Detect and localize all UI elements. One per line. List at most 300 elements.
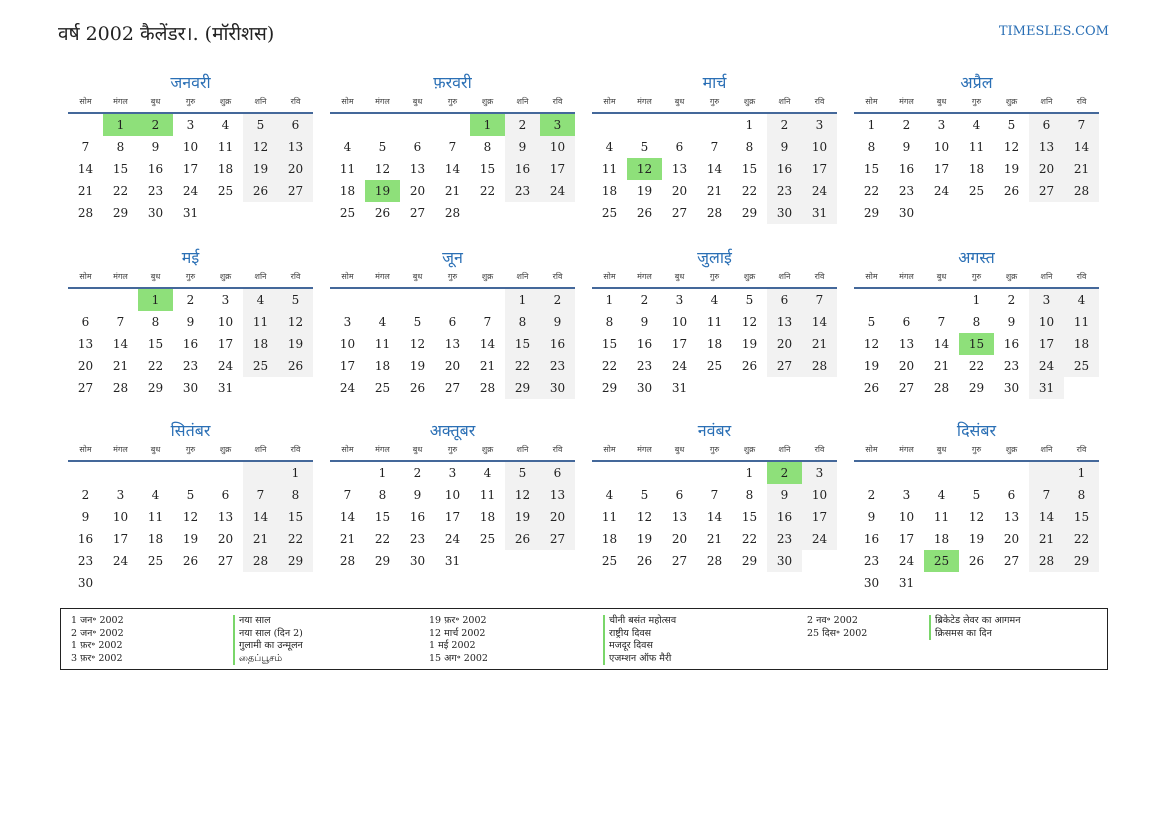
day-cell[interactable]: 19 <box>409 359 426 373</box>
day-cell[interactable]: 1 <box>505 289 540 311</box>
day-cell[interactable]: 25 <box>217 184 234 198</box>
day-cell[interactable]: 31 <box>802 202 837 224</box>
day-cell[interactable]: 15 <box>741 162 758 176</box>
day-cell[interactable]: 21 <box>444 184 461 198</box>
day-cell[interactable]: 11 <box>374 337 391 351</box>
day-cell[interactable]: 27 <box>278 180 313 202</box>
day-cell[interactable]: 1 <box>867 118 876 132</box>
day-cell[interactable]: 18 <box>243 333 278 355</box>
day-cell[interactable]: 14 <box>243 506 278 528</box>
day-cell[interactable]: 2 <box>413 466 422 480</box>
day-cell[interactable]: 30 <box>409 554 426 568</box>
day-cell[interactable]: 23 <box>77 554 94 568</box>
day-cell[interactable]: 27 <box>1029 180 1064 202</box>
day-cell[interactable]: 29 <box>741 206 758 220</box>
day-cell[interactable]: 24 <box>802 528 837 550</box>
day-cell[interactable]: 25 <box>147 554 164 568</box>
day-cell[interactable]: 3 <box>448 466 457 480</box>
day-cell[interactable]: 13 <box>77 337 94 351</box>
day-cell[interactable]: 17 <box>898 532 915 546</box>
day-cell[interactable]: 29 <box>601 381 618 395</box>
holiday-day-cell[interactable]: 25 <box>924 550 959 572</box>
day-cell[interactable]: 22 <box>601 359 618 373</box>
day-cell[interactable]: 7 <box>448 140 457 154</box>
day-cell[interactable]: 15 <box>278 506 313 528</box>
day-cell[interactable]: 24 <box>898 554 915 568</box>
day-cell[interactable]: 4 <box>483 466 492 480</box>
day-cell[interactable]: 12 <box>1003 140 1020 154</box>
day-cell[interactable]: 8 <box>505 311 540 333</box>
day-cell[interactable]: 6 <box>540 462 575 484</box>
day-cell[interactable]: 30 <box>147 206 164 220</box>
day-cell[interactable]: 2 <box>186 293 195 307</box>
day-cell[interactable]: 11 <box>1064 311 1099 333</box>
day-cell[interactable]: 16 <box>147 162 164 176</box>
day-cell[interactable]: 28 <box>112 381 129 395</box>
day-cell[interactable]: 23 <box>505 180 540 202</box>
day-cell[interactable]: 12 <box>968 510 985 524</box>
day-cell[interactable]: 10 <box>112 510 129 524</box>
day-cell[interactable]: 3 <box>221 293 230 307</box>
day-cell[interactable]: 20 <box>767 333 802 355</box>
day-cell[interactable]: 10 <box>182 140 199 154</box>
day-cell[interactable]: 5 <box>243 114 278 136</box>
day-cell[interactable]: 14 <box>802 311 837 333</box>
day-cell[interactable]: 7 <box>1064 114 1099 136</box>
day-cell[interactable]: 15 <box>1064 506 1099 528</box>
day-cell[interactable]: 24 <box>802 180 837 202</box>
day-cell[interactable]: 12 <box>243 136 278 158</box>
day-cell[interactable]: 3 <box>802 114 837 136</box>
day-cell[interactable]: 24 <box>112 554 129 568</box>
day-cell[interactable]: 1 <box>745 466 754 480</box>
day-cell[interactable]: 7 <box>81 140 90 154</box>
day-cell[interactable]: 11 <box>601 162 618 176</box>
day-cell[interactable]: 23 <box>147 184 164 198</box>
day-cell[interactable]: 11 <box>968 140 985 154</box>
day-cell[interactable]: 28 <box>933 381 950 395</box>
day-cell[interactable]: 21 <box>112 359 129 373</box>
day-cell[interactable]: 7 <box>483 315 492 329</box>
day-cell[interactable]: 5 <box>1007 118 1016 132</box>
day-cell[interactable]: 16 <box>767 506 802 528</box>
day-cell[interactable]: 9 <box>186 315 195 329</box>
day-cell[interactable]: 23 <box>863 554 880 568</box>
day-cell[interactable]: 6 <box>278 114 313 136</box>
holiday-day-cell[interactable]: 12 <box>627 158 662 180</box>
day-cell[interactable]: 19 <box>243 158 278 180</box>
day-cell[interactable]: 24 <box>1029 355 1064 377</box>
day-cell[interactable]: 8 <box>972 315 981 329</box>
day-cell[interactable]: 27 <box>540 528 575 550</box>
day-cell[interactable]: 2 <box>540 289 575 311</box>
day-cell[interactable]: 2 <box>767 114 802 136</box>
day-cell[interactable]: 17 <box>182 162 199 176</box>
day-cell[interactable]: 10 <box>802 136 837 158</box>
day-cell[interactable]: 1 <box>278 462 313 484</box>
day-cell[interactable]: 22 <box>374 532 391 546</box>
day-cell[interactable]: 29 <box>968 381 985 395</box>
day-cell[interactable]: 8 <box>867 140 876 154</box>
day-cell[interactable]: 17 <box>540 158 575 180</box>
day-cell[interactable]: 29 <box>863 206 880 220</box>
day-cell[interactable]: 17 <box>217 337 234 351</box>
day-cell[interactable]: 10 <box>217 315 234 329</box>
day-cell[interactable]: 9 <box>767 136 802 158</box>
day-cell[interactable]: 27 <box>77 381 94 395</box>
day-cell[interactable]: 3 <box>902 488 911 502</box>
day-cell[interactable]: 27 <box>409 206 426 220</box>
day-cell[interactable]: 14 <box>479 337 496 351</box>
day-cell[interactable]: 19 <box>968 532 985 546</box>
day-cell[interactable]: 7 <box>243 484 278 506</box>
day-cell[interactable]: 11 <box>706 315 723 329</box>
day-cell[interactable]: 9 <box>902 140 911 154</box>
day-cell[interactable]: 5 <box>378 140 387 154</box>
day-cell[interactable]: 31 <box>444 554 461 568</box>
day-cell[interactable]: 18 <box>339 184 356 198</box>
day-cell[interactable]: 28 <box>339 554 356 568</box>
day-cell[interactable]: 9 <box>867 510 876 524</box>
day-cell[interactable]: 19 <box>636 532 653 546</box>
day-cell[interactable]: 19 <box>182 532 199 546</box>
day-cell[interactable]: 6 <box>767 289 802 311</box>
day-cell[interactable]: 25 <box>243 355 278 377</box>
day-cell[interactable]: 30 <box>636 381 653 395</box>
day-cell[interactable]: 5 <box>278 289 313 311</box>
day-cell[interactable]: 17 <box>671 337 688 351</box>
day-cell[interactable]: 15 <box>863 162 880 176</box>
day-cell[interactable]: 31 <box>671 381 688 395</box>
day-cell[interactable]: 29 <box>374 554 391 568</box>
day-cell[interactable]: 28 <box>1029 550 1064 572</box>
day-cell[interactable]: 13 <box>217 510 234 524</box>
day-cell[interactable]: 20 <box>409 184 426 198</box>
day-cell[interactable]: 21 <box>933 359 950 373</box>
day-cell[interactable]: 29 <box>741 554 758 568</box>
day-cell[interactable]: 5 <box>640 140 649 154</box>
day-cell[interactable]: 30 <box>1003 381 1020 395</box>
day-cell[interactable]: 19 <box>278 333 313 355</box>
day-cell[interactable]: 12 <box>409 337 426 351</box>
holiday-day-cell[interactable]: 2 <box>138 114 173 136</box>
day-cell[interactable]: 18 <box>147 532 164 546</box>
day-cell[interactable]: 5 <box>413 315 422 329</box>
day-cell[interactable]: 4 <box>151 488 160 502</box>
day-cell[interactable]: 15 <box>112 162 129 176</box>
day-cell[interactable]: 20 <box>1029 158 1064 180</box>
day-cell[interactable]: 10 <box>1029 311 1064 333</box>
day-cell[interactable]: 17 <box>112 532 129 546</box>
day-cell[interactable]: 5 <box>186 488 195 502</box>
day-cell[interactable]: 13 <box>898 337 915 351</box>
day-cell[interactable]: 17 <box>802 158 837 180</box>
day-cell[interactable]: 21 <box>479 359 496 373</box>
day-cell[interactable]: 9 <box>640 315 649 329</box>
day-cell[interactable]: 4 <box>605 140 614 154</box>
day-cell[interactable]: 20 <box>444 359 461 373</box>
day-cell[interactable]: 22 <box>968 359 985 373</box>
day-cell[interactable]: 11 <box>601 510 618 524</box>
day-cell[interactable]: 24 <box>339 381 356 395</box>
day-cell[interactable]: 4 <box>972 118 981 132</box>
day-cell[interactable]: 11 <box>147 510 164 524</box>
day-cell[interactable]: 26 <box>968 554 985 568</box>
day-cell[interactable]: 9 <box>151 140 160 154</box>
day-cell[interactable]: 6 <box>221 488 230 502</box>
day-cell[interactable]: 13 <box>1003 510 1020 524</box>
day-cell[interactable]: 29 <box>505 377 540 399</box>
day-cell[interactable]: 9 <box>767 484 802 506</box>
day-cell[interactable]: 15 <box>741 510 758 524</box>
day-cell[interactable]: 21 <box>802 333 837 355</box>
day-cell[interactable]: 18 <box>706 337 723 351</box>
day-cell[interactable]: 28 <box>706 554 723 568</box>
day-cell[interactable]: 15 <box>147 337 164 351</box>
day-cell[interactable]: 18 <box>601 532 618 546</box>
day-cell[interactable]: 30 <box>767 550 802 572</box>
day-cell[interactable]: 9 <box>81 510 90 524</box>
day-cell[interactable]: 31 <box>217 381 234 395</box>
day-cell[interactable]: 8 <box>378 488 387 502</box>
day-cell[interactable]: 4 <box>243 289 278 311</box>
day-cell[interactable]: 8 <box>151 315 160 329</box>
day-cell[interactable]: 16 <box>77 532 94 546</box>
day-cell[interactable]: 20 <box>278 158 313 180</box>
day-cell[interactable]: 20 <box>540 506 575 528</box>
day-cell[interactable]: 23 <box>540 355 575 377</box>
day-cell[interactable]: 6 <box>675 488 684 502</box>
day-cell[interactable]: 29 <box>147 381 164 395</box>
day-cell[interactable]: 25 <box>968 184 985 198</box>
day-cell[interactable]: 6 <box>1007 488 1016 502</box>
day-cell[interactable]: 2 <box>1007 293 1016 307</box>
day-cell[interactable]: 30 <box>898 206 915 220</box>
day-cell[interactable]: 11 <box>933 510 950 524</box>
day-cell[interactable]: 26 <box>741 359 758 373</box>
day-cell[interactable]: 28 <box>479 381 496 395</box>
site-link[interactable]: TIMESLES.COM <box>998 24 1109 39</box>
day-cell[interactable]: 27 <box>444 381 461 395</box>
day-cell[interactable]: 16 <box>767 158 802 180</box>
day-cell[interactable]: 12 <box>278 311 313 333</box>
day-cell[interactable]: 2 <box>640 293 649 307</box>
day-cell[interactable]: 4 <box>937 488 946 502</box>
day-cell[interactable]: 21 <box>1029 528 1064 550</box>
day-cell[interactable]: 22 <box>479 184 496 198</box>
day-cell[interactable]: 2 <box>81 488 90 502</box>
day-cell[interactable]: 15 <box>374 510 391 524</box>
holiday-day-cell[interactable]: 2 <box>767 462 802 484</box>
day-cell[interactable]: 3 <box>186 118 195 132</box>
day-cell[interactable]: 6 <box>413 140 422 154</box>
day-cell[interactable]: 9 <box>413 488 422 502</box>
day-cell[interactable]: 7 <box>937 315 946 329</box>
holiday-day-cell[interactable]: 19 <box>365 180 400 202</box>
holiday-day-cell[interactable]: 15 <box>959 333 994 355</box>
day-cell[interactable]: 11 <box>243 311 278 333</box>
day-cell[interactable]: 21 <box>1064 158 1099 180</box>
day-cell[interactable]: 17 <box>933 162 950 176</box>
day-cell[interactable]: 7 <box>1029 484 1064 506</box>
day-cell[interactable]: 16 <box>182 337 199 351</box>
day-cell[interactable]: 13 <box>278 136 313 158</box>
day-cell[interactable]: 22 <box>112 184 129 198</box>
day-cell[interactable]: 20 <box>217 532 234 546</box>
day-cell[interactable]: 17 <box>339 359 356 373</box>
day-cell[interactable]: 10 <box>898 510 915 524</box>
day-cell[interactable]: 1 <box>745 118 754 132</box>
day-cell[interactable]: 3 <box>343 315 352 329</box>
day-cell[interactable]: 24 <box>540 180 575 202</box>
day-cell[interactable]: 12 <box>374 162 391 176</box>
day-cell[interactable]: 25 <box>339 206 356 220</box>
day-cell[interactable]: 10 <box>671 315 688 329</box>
day-cell[interactable]: 5 <box>867 315 876 329</box>
day-cell[interactable]: 4 <box>710 293 719 307</box>
day-cell[interactable]: 26 <box>243 180 278 202</box>
day-cell[interactable]: 3 <box>1029 289 1064 311</box>
day-cell[interactable]: 22 <box>741 532 758 546</box>
day-cell[interactable]: 22 <box>505 355 540 377</box>
day-cell[interactable]: 19 <box>505 506 540 528</box>
day-cell[interactable]: 31 <box>1029 377 1064 399</box>
day-cell[interactable]: 21 <box>243 528 278 550</box>
day-cell[interactable]: 20 <box>898 359 915 373</box>
holiday-day-cell[interactable]: 1 <box>138 289 173 311</box>
day-cell[interactable]: 15 <box>479 162 496 176</box>
holiday-day-cell[interactable]: 1 <box>103 114 138 136</box>
day-cell[interactable]: 18 <box>217 162 234 176</box>
day-cell[interactable]: 23 <box>182 359 199 373</box>
day-cell[interactable]: 23 <box>409 532 426 546</box>
day-cell[interactable]: 22 <box>863 184 880 198</box>
day-cell[interactable]: 30 <box>182 381 199 395</box>
day-cell[interactable]: 5 <box>972 488 981 502</box>
day-cell[interactable]: 8 <box>1064 484 1099 506</box>
day-cell[interactable]: 24 <box>671 359 688 373</box>
day-cell[interactable]: 15 <box>601 337 618 351</box>
day-cell[interactable]: 31 <box>182 206 199 220</box>
day-cell[interactable]: 21 <box>706 532 723 546</box>
day-cell[interactable]: 11 <box>217 140 234 154</box>
day-cell[interactable]: 25 <box>374 381 391 395</box>
day-cell[interactable]: 30 <box>767 202 802 224</box>
day-cell[interactable]: 16 <box>636 337 653 351</box>
day-cell[interactable]: 3 <box>937 118 946 132</box>
day-cell[interactable]: 6 <box>81 315 90 329</box>
day-cell[interactable]: 1 <box>1064 462 1099 484</box>
day-cell[interactable]: 18 <box>374 359 391 373</box>
day-cell[interactable]: 27 <box>767 355 802 377</box>
day-cell[interactable]: 7 <box>802 289 837 311</box>
day-cell[interactable]: 25 <box>479 532 496 546</box>
day-cell[interactable]: 7 <box>710 140 719 154</box>
day-cell[interactable]: 2 <box>505 114 540 136</box>
day-cell[interactable]: 20 <box>671 532 688 546</box>
day-cell[interactable]: 1 <box>378 466 387 480</box>
day-cell[interactable]: 3 <box>116 488 125 502</box>
day-cell[interactable]: 12 <box>636 510 653 524</box>
day-cell[interactable]: 5 <box>505 462 540 484</box>
day-cell[interactable]: 14 <box>1064 136 1099 158</box>
day-cell[interactable]: 27 <box>217 554 234 568</box>
day-cell[interactable]: 15 <box>505 333 540 355</box>
day-cell[interactable]: 14 <box>339 510 356 524</box>
day-cell[interactable]: 14 <box>112 337 129 351</box>
day-cell[interactable]: 21 <box>77 184 94 198</box>
day-cell[interactable]: 10 <box>802 484 837 506</box>
day-cell[interactable]: 19 <box>741 337 758 351</box>
day-cell[interactable]: 25 <box>706 359 723 373</box>
day-cell[interactable]: 18 <box>601 184 618 198</box>
day-cell[interactable]: 27 <box>898 381 915 395</box>
day-cell[interactable]: 26 <box>863 381 880 395</box>
day-cell[interactable]: 22 <box>147 359 164 373</box>
day-cell[interactable]: 13 <box>671 162 688 176</box>
day-cell[interactable]: 24 <box>217 359 234 373</box>
day-cell[interactable]: 22 <box>278 528 313 550</box>
day-cell[interactable]: 13 <box>671 510 688 524</box>
day-cell[interactable]: 1 <box>605 293 614 307</box>
day-cell[interactable]: 26 <box>636 206 653 220</box>
day-cell[interactable]: 7 <box>116 315 125 329</box>
day-cell[interactable]: 8 <box>605 315 614 329</box>
day-cell[interactable]: 21 <box>339 532 356 546</box>
day-cell[interactable]: 21 <box>706 184 723 198</box>
day-cell[interactable]: 23 <box>1003 359 1020 373</box>
day-cell[interactable]: 13 <box>444 337 461 351</box>
day-cell[interactable]: 24 <box>182 184 199 198</box>
day-cell[interactable]: 23 <box>636 359 653 373</box>
day-cell[interactable]: 8 <box>745 488 754 502</box>
day-cell[interactable]: 12 <box>182 510 199 524</box>
day-cell[interactable]: 30 <box>77 576 94 590</box>
day-cell[interactable]: 13 <box>1029 136 1064 158</box>
day-cell[interactable]: 10 <box>444 488 461 502</box>
day-cell[interactable]: 12 <box>741 315 758 329</box>
day-cell[interactable]: 13 <box>767 311 802 333</box>
day-cell[interactable]: 28 <box>802 355 837 377</box>
day-cell[interactable]: 28 <box>243 550 278 572</box>
day-cell[interactable]: 19 <box>636 184 653 198</box>
day-cell[interactable]: 12 <box>505 484 540 506</box>
day-cell[interactable]: 2 <box>902 118 911 132</box>
holiday-day-cell[interactable]: 1 <box>470 114 505 136</box>
day-cell[interactable]: 16 <box>1003 337 1020 351</box>
day-cell[interactable]: 16 <box>898 162 915 176</box>
day-cell[interactable]: 26 <box>1003 184 1020 198</box>
day-cell[interactable]: 26 <box>182 554 199 568</box>
day-cell[interactable]: 20 <box>1003 532 1020 546</box>
day-cell[interactable]: 17 <box>1029 333 1064 355</box>
day-cell[interactable]: 19 <box>863 359 880 373</box>
day-cell[interactable]: 30 <box>540 377 575 399</box>
day-cell[interactable]: 20 <box>671 184 688 198</box>
day-cell[interactable]: 5 <box>640 488 649 502</box>
day-cell[interactable]: 14 <box>933 337 950 351</box>
day-cell[interactable]: 26 <box>409 381 426 395</box>
day-cell[interactable]: 6 <box>448 315 457 329</box>
day-cell[interactable]: 20 <box>77 359 94 373</box>
day-cell[interactable]: 3 <box>675 293 684 307</box>
day-cell[interactable]: 28 <box>706 206 723 220</box>
day-cell[interactable]: 16 <box>409 510 426 524</box>
day-cell[interactable]: 8 <box>483 140 492 154</box>
day-cell[interactable]: 14 <box>77 162 94 176</box>
day-cell[interactable]: 6 <box>675 140 684 154</box>
day-cell[interactable]: 9 <box>1007 315 1016 329</box>
